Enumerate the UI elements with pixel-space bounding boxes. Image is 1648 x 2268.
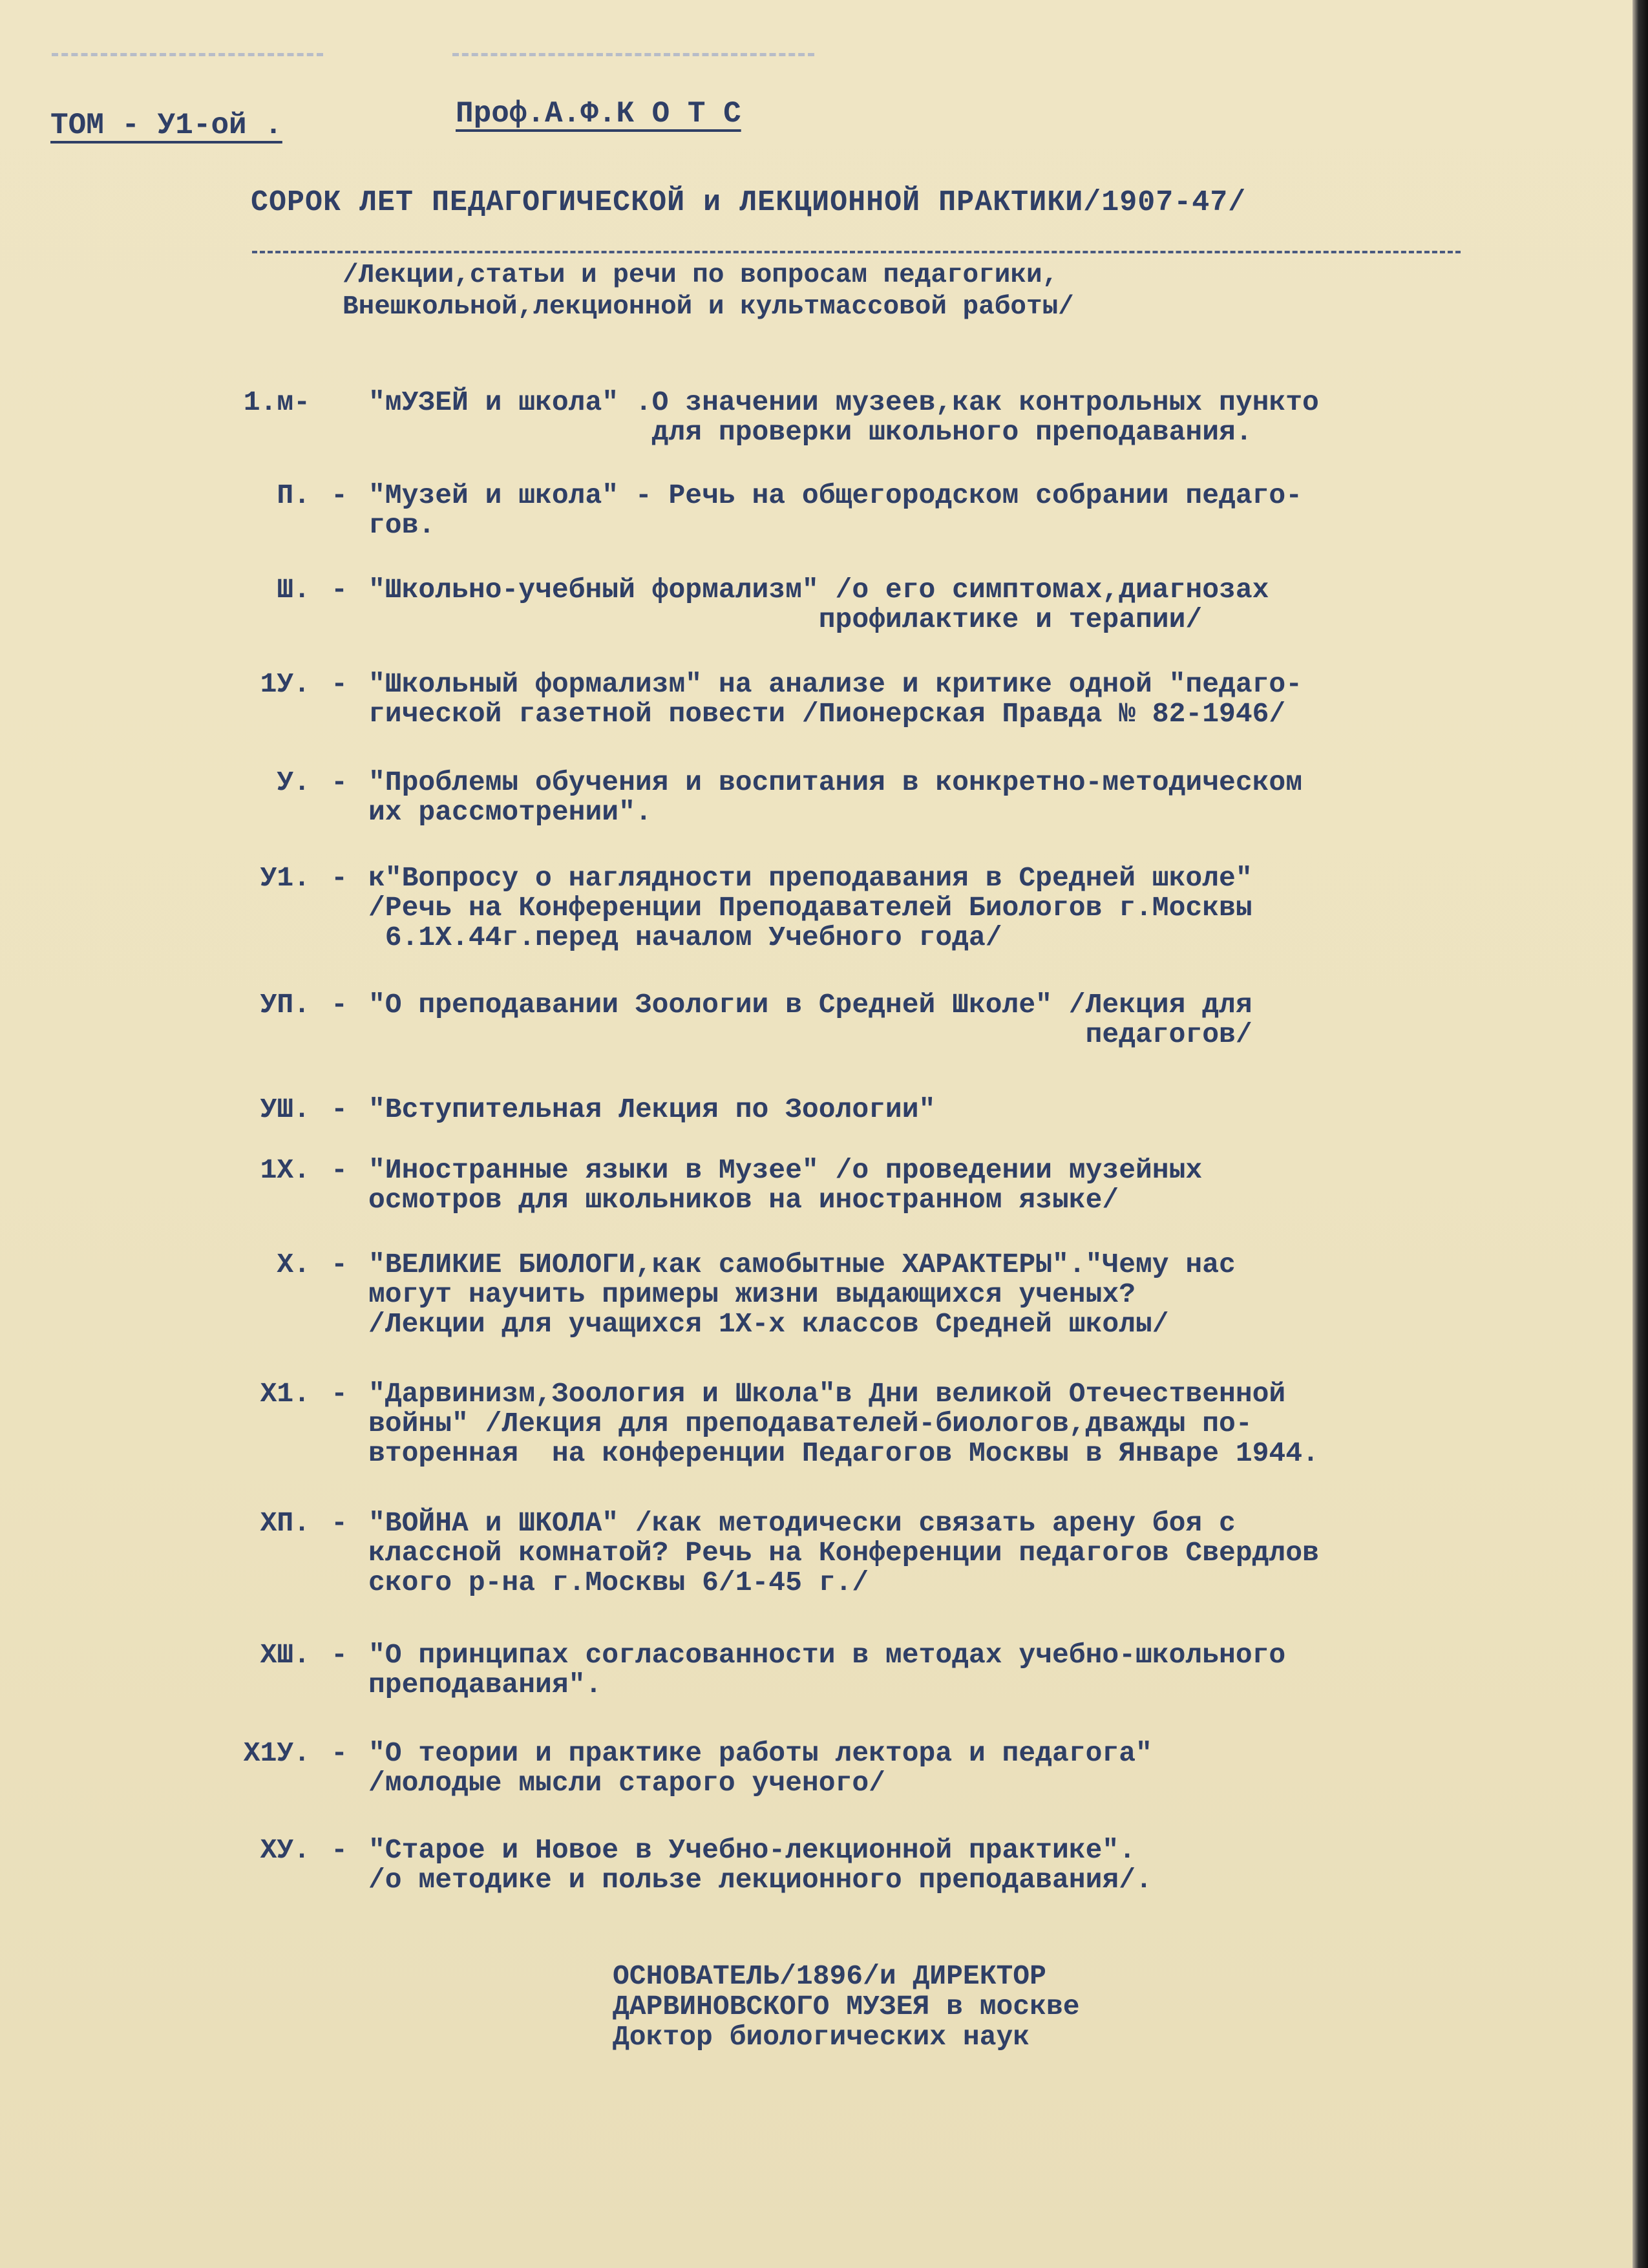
item-line: педагогов/ bbox=[368, 1019, 1252, 1050]
item-number: П. bbox=[277, 480, 310, 511]
item-separator: - bbox=[331, 989, 348, 1021]
item-number: У. bbox=[277, 767, 310, 798]
item-text bbox=[368, 1509, 1577, 1598]
item-separator: - bbox=[331, 1378, 348, 1410]
item-line: преподавания". bbox=[368, 1669, 602, 1701]
item-line: "мУЗЕЙ и школа" .О значении музеев,как контрольных пункто bbox=[368, 387, 1319, 418]
item-separator: - bbox=[331, 1154, 348, 1186]
author-name: Проф.А.Ф.К О Т С bbox=[456, 97, 741, 131]
item-text bbox=[368, 990, 1577, 1050]
item-line: гов. bbox=[368, 509, 436, 541]
volume-label: ТОМ - У1-ой . bbox=[50, 109, 282, 142]
item-text bbox=[368, 1739, 1577, 1798]
list-item bbox=[187, 388, 1577, 447]
list-item bbox=[187, 1739, 1577, 1798]
item-separator: - bbox=[331, 1507, 348, 1539]
item-line: осмотров для школьников на иностранном языке/ bbox=[368, 1184, 1119, 1216]
item-number: 1У. bbox=[260, 668, 310, 700]
item-separator: - bbox=[331, 668, 348, 700]
item-text bbox=[368, 1379, 1577, 1468]
item-line: "Иностранные языки в Музее" /о проведении музейных bbox=[368, 1154, 1203, 1186]
item-text bbox=[368, 1156, 1577, 1215]
item-separator: - bbox=[331, 480, 348, 511]
list-item bbox=[187, 1250, 1577, 1339]
item-number: ХШ. bbox=[260, 1639, 310, 1671]
item-number: ХУ. bbox=[260, 1834, 310, 1866]
item-line: /Лекции для учащихся 1Х-х классов Средней школы/ bbox=[368, 1308, 1169, 1340]
item-line: "Старое и Новое в Учебно-лекционной практике". bbox=[368, 1834, 1136, 1866]
item-number: У1. bbox=[260, 862, 310, 894]
item-line: /Речь на Конференции Преподавателей Биологов г.Москвы bbox=[368, 892, 1252, 924]
item-line: "Вступительная Лекция по Зоологии" bbox=[368, 1094, 936, 1125]
item-separator: - bbox=[331, 1249, 348, 1280]
item-text bbox=[368, 1095, 1577, 1125]
item-text bbox=[368, 670, 1577, 729]
item-line: гической газетной повести /Пионерская Правда № 82-1946/ bbox=[368, 698, 1286, 730]
item-number: УП. bbox=[260, 989, 310, 1021]
list-item bbox=[187, 1509, 1577, 1598]
item-line: "О преподавании Зоологии в Средней Школе" /Лекция для bbox=[368, 989, 1252, 1021]
item-separator: - bbox=[331, 1737, 348, 1769]
item-line: "Музей и школа" - Речь на общегородском собрании педаго- bbox=[368, 480, 1303, 511]
subtitle-line: Внешкольной,лекционной и культмассовой работы/ bbox=[343, 292, 1074, 322]
signature-line: ОСНОВАТЕЛЬ/1896/и ДИРЕКТОР bbox=[613, 1960, 1046, 1992]
item-line: "Школьно-учебный формализм" /о его симптомах,диагнозах bbox=[368, 574, 1269, 606]
item-line: "ВОЙНА и ШКОЛА" /как методически связать арену боя с bbox=[368, 1507, 1236, 1539]
item-line: вторенная на конференции Педагогов Москвы в Январе 1944. bbox=[368, 1437, 1319, 1469]
item-line: могут научить примеры жизни выдающихся ученых? bbox=[368, 1278, 1136, 1310]
item-text bbox=[368, 1640, 1577, 1700]
title-rule bbox=[252, 251, 1461, 253]
item-line: для проверки школьного преподавания. bbox=[368, 416, 1252, 448]
top-dashed-line bbox=[452, 53, 814, 56]
top-dashed-line bbox=[52, 53, 323, 56]
item-separator: - bbox=[331, 1834, 348, 1866]
item-line: "ВЕЛИКИЕ БИОЛОГИ,как самобытные ХАРАКТЕРЫ"."Чему нас bbox=[368, 1249, 1236, 1280]
list-item bbox=[187, 481, 1577, 540]
item-separator: - bbox=[331, 574, 348, 606]
document-title: СОРОК ЛЕТ ПЕДАГОГИЧЕСКОЙ и ЛЕКЦИОННОЙ ПРАКТИКИ/1907-47/ bbox=[251, 186, 1247, 219]
item-line: войны" /Лекция для преподавателей-биологов,дважды по- bbox=[368, 1408, 1252, 1439]
item-text bbox=[368, 575, 1577, 635]
item-line: /о методике и пользе лекционного преподавания/. bbox=[368, 1864, 1152, 1896]
item-line: к"Вопросу о наглядности преподавания в Средней школе" bbox=[368, 862, 1252, 894]
list-item bbox=[187, 1095, 1577, 1125]
list-item bbox=[187, 990, 1577, 1050]
item-number: ХП. bbox=[260, 1507, 310, 1539]
item-number: 1.м- bbox=[243, 387, 310, 418]
item-text bbox=[368, 1836, 1577, 1895]
item-number: Х1У. bbox=[243, 1737, 310, 1769]
item-text bbox=[368, 388, 1577, 447]
signature-line: Доктор биологических наук bbox=[613, 2021, 1030, 2053]
item-separator: - bbox=[331, 1639, 348, 1671]
document-subtitle bbox=[343, 260, 1441, 323]
item-line: их рассмотрении". bbox=[368, 796, 652, 828]
item-separator: - bbox=[331, 1094, 348, 1125]
item-text bbox=[368, 1250, 1577, 1339]
item-line: 6.1Х.44г.перед началом Учебного года/ bbox=[368, 922, 1002, 953]
list-item bbox=[187, 1156, 1577, 1215]
item-line: "О принципах согласованности в методах учебно-школьного bbox=[368, 1639, 1286, 1671]
item-number: Х1. bbox=[260, 1378, 310, 1410]
item-line: профилактике и терапии/ bbox=[368, 604, 1203, 635]
item-text bbox=[368, 768, 1577, 827]
list-item bbox=[187, 575, 1577, 635]
item-text bbox=[368, 864, 1577, 953]
subtitle-line: /Лекции,статьи и речи по вопросам педагогики, bbox=[343, 260, 1059, 290]
scan-edge bbox=[1632, 0, 1648, 2268]
item-line: ского р-на г.Москвы 6/1-45 г./ bbox=[368, 1567, 869, 1598]
list-item bbox=[187, 1379, 1577, 1468]
item-separator: - bbox=[331, 862, 348, 894]
item-line: "Дарвинизм,Зоология и Школа"в Дни великой Отечественной bbox=[368, 1378, 1286, 1410]
item-text bbox=[368, 481, 1577, 540]
list-item bbox=[187, 1836, 1577, 1895]
item-number: Х. bbox=[277, 1249, 310, 1280]
signature-line: ДАРВИНОВСКОГО МУЗЕЯ в москве bbox=[613, 1991, 1080, 2022]
list-item bbox=[187, 864, 1577, 953]
list-item bbox=[187, 1640, 1577, 1700]
item-separator: - bbox=[331, 767, 348, 798]
item-line: "Школьный формализм" на анализе и критике одной "педаго- bbox=[368, 668, 1303, 700]
list-item bbox=[187, 768, 1577, 827]
signature-block bbox=[613, 1961, 1388, 2052]
list-item bbox=[187, 670, 1577, 729]
item-line: /молодые мысли старого ученого/ bbox=[368, 1767, 885, 1799]
item-number: Ш. bbox=[277, 574, 310, 606]
item-line: "О теории и практике работы лектора и педагога" bbox=[368, 1737, 1152, 1769]
item-line: "Проблемы обучения и воспитания в конкретно-методическом bbox=[368, 767, 1303, 798]
item-number: УШ. bbox=[260, 1094, 310, 1125]
item-number: 1Х. bbox=[260, 1154, 310, 1186]
item-line: классной комнатой? Речь на Конференции педагогов Свердлов bbox=[368, 1537, 1319, 1569]
